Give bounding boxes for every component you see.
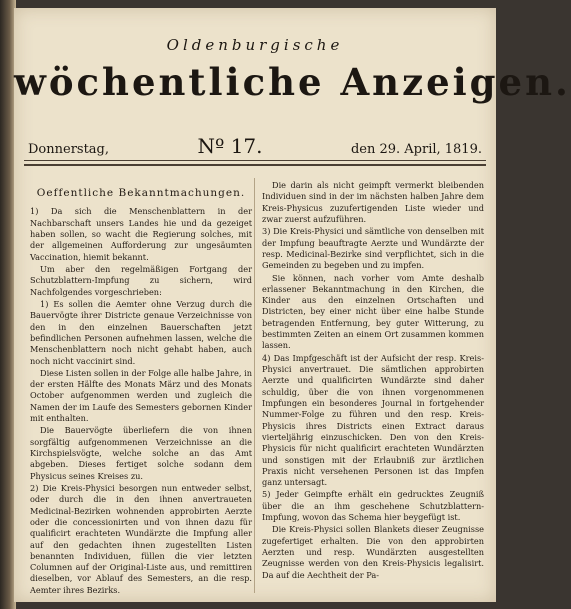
section-title: Oeffentliche Bekanntmachungen.: [36, 187, 246, 199]
right-paragraph: 5) Jeder Geimpfte erhält ein gedrucktes Zeugniß über die an ihm geschehene Schutzblattern-Impfung, wovon das Schema hier beygefügt ist.: [262, 489, 484, 523]
right-paragraph: Sie können, nach vorher vom Amte deshalb erlassener Bekanntmachung in den Kirchen, die Kinder aus den einzelnen Ortschaften und Districten, bey einer nicht über eine halbe Stunde betragenden Entfernung, bey guter Witterung, zu bestimmten Zeiten an einem Ort zusammen kommen lassen.: [262, 272, 484, 351]
right-column: [262, 180, 484, 582]
masthead-pre-title: Oldenburgische: [166, 36, 344, 54]
issue-number: Nº 17.: [197, 134, 263, 158]
header-rule-thick: [24, 164, 486, 166]
left-paragraph: 1) Da sich die Menschenblattern in der Nachbarschaft unsers Landes hie und da gezeiget haben sollen, so wacht die Regierung solches, mit der allgemeinen Aufforderung zur ungesäumten Vaccination, hiemit bekannt.: [30, 206, 252, 262]
issue-weekday: Donnerstag,: [28, 142, 110, 157]
left-paragraph: Diese Listen sollen in der Folge alle halbe Jahre, in der ersten Hälfte des Monats März und des Monats October aufgenommen werden und zugleich die Namen der im Laufe des Semesters gebornen Kinder mit enthalten.: [30, 367, 252, 424]
masthead: [14, 36, 571, 104]
issue-line: [28, 134, 482, 158]
left-paragraph: 1) Es sollen die Aemter ohne Verzug durch die Bauervögte ihrer Districte genaue Verzeichnisse von den in den einzelnen Bauerschaften jetzt befindlichen Personen aufnehmen lassen, welche die Menschenblattern noch nicht gehabt haben, auch noch nicht vaccinirt sind.: [30, 298, 252, 366]
newspaper-page: [14, 8, 571, 602]
left-paragraph: Die Bauervögte überliefern die von ihnen sorgfältig aufgenommenen Verzeichnisse an die Kirchspielsvögte, welche solche an das Amt abgeben. Dieses fertiget solche sodann dem Physicus seines Kreises zu.: [30, 425, 252, 481]
right-paragraph: 3) Die Kreis-Physici und sämtliche von denselben mit der Impfung beauftragte Aerzte und Wundärzte der resp. Medicinal-Bezirke sind verpflichtet, sich in die Gemeinden zu begeben und zu impfen.: [262, 226, 484, 271]
masthead-title: wöchentliche Anzeigen.: [14, 60, 571, 104]
right-paragraph: 4) Das Impfgeschäft ist der Aufsicht der resp. Kreis-Physici anvertrauet. Die sämtlichen approbirten Aerzte und qualificirten Wundärzte sind daher schuldig, über die von ihnen vorgenommenen Impfungen ein besonderes Journal in fortgehender Nummer-Folge zu führen und den resp. Kreis-Physicis ihres Districts einen Extract daraus vierteljährig einzuschicken. Den von den Kreis-Physicis für nicht qualificirt erachteten Wundärzten und sonstigen mit der Erlaubniß zur ärztlichen Praxis nicht versehenen Personen ist das Impfen ganz untersagt.: [262, 352, 484, 488]
column-divider: [254, 178, 255, 593]
left-column: [30, 180, 252, 597]
right-paragraph: Die Kreis-Physici sollen Blankets dieser Zeugnisse zugefertiget erhalten. Die von den approbirten Aerzten und resp. Wundärzten ausgestellten Zeugnisse werden von den Kreis-Physicis legalisirt. Da auf die Aechtheit der Pa-: [262, 524, 484, 580]
right-paragraph: Die darin als nicht geimpft vermerkt bleibenden Individuen sind in der im nächsten halben Jahre dem Kreis-Physicus zuzufertigenden Liste wieder und zwar zuerst aufzuführen.: [262, 180, 484, 224]
left-paragraph: 2) Die Kreis-Physici besorgen nun entweder selbst, oder durch die in den ihnen anvertraueten Medicinal-Bezirken wohnenden approbirten Aerzte oder die concessionirten und von ihnen dazu für qualificirt erachteten Wundärzte die Impfung aller auf den gedachten ihnen zugestellten Listen benannten Individuen, füllen die vier letzten Columnen auf der Original-Liste aus, und remittiren dieselben, vor Ablauf des Semesters, an die resp. Aemter ihres Bezirks.: [30, 482, 252, 595]
header-rule-thin: [24, 160, 486, 161]
left-paragraph: Um aber den regelmäßigen Fortgang der Schutzblattern-Impfung zu sichern, wird Nachfolgendes vorgeschrieben:: [30, 264, 252, 297]
issue-date: den 29. April, 1819.: [350, 142, 482, 157]
